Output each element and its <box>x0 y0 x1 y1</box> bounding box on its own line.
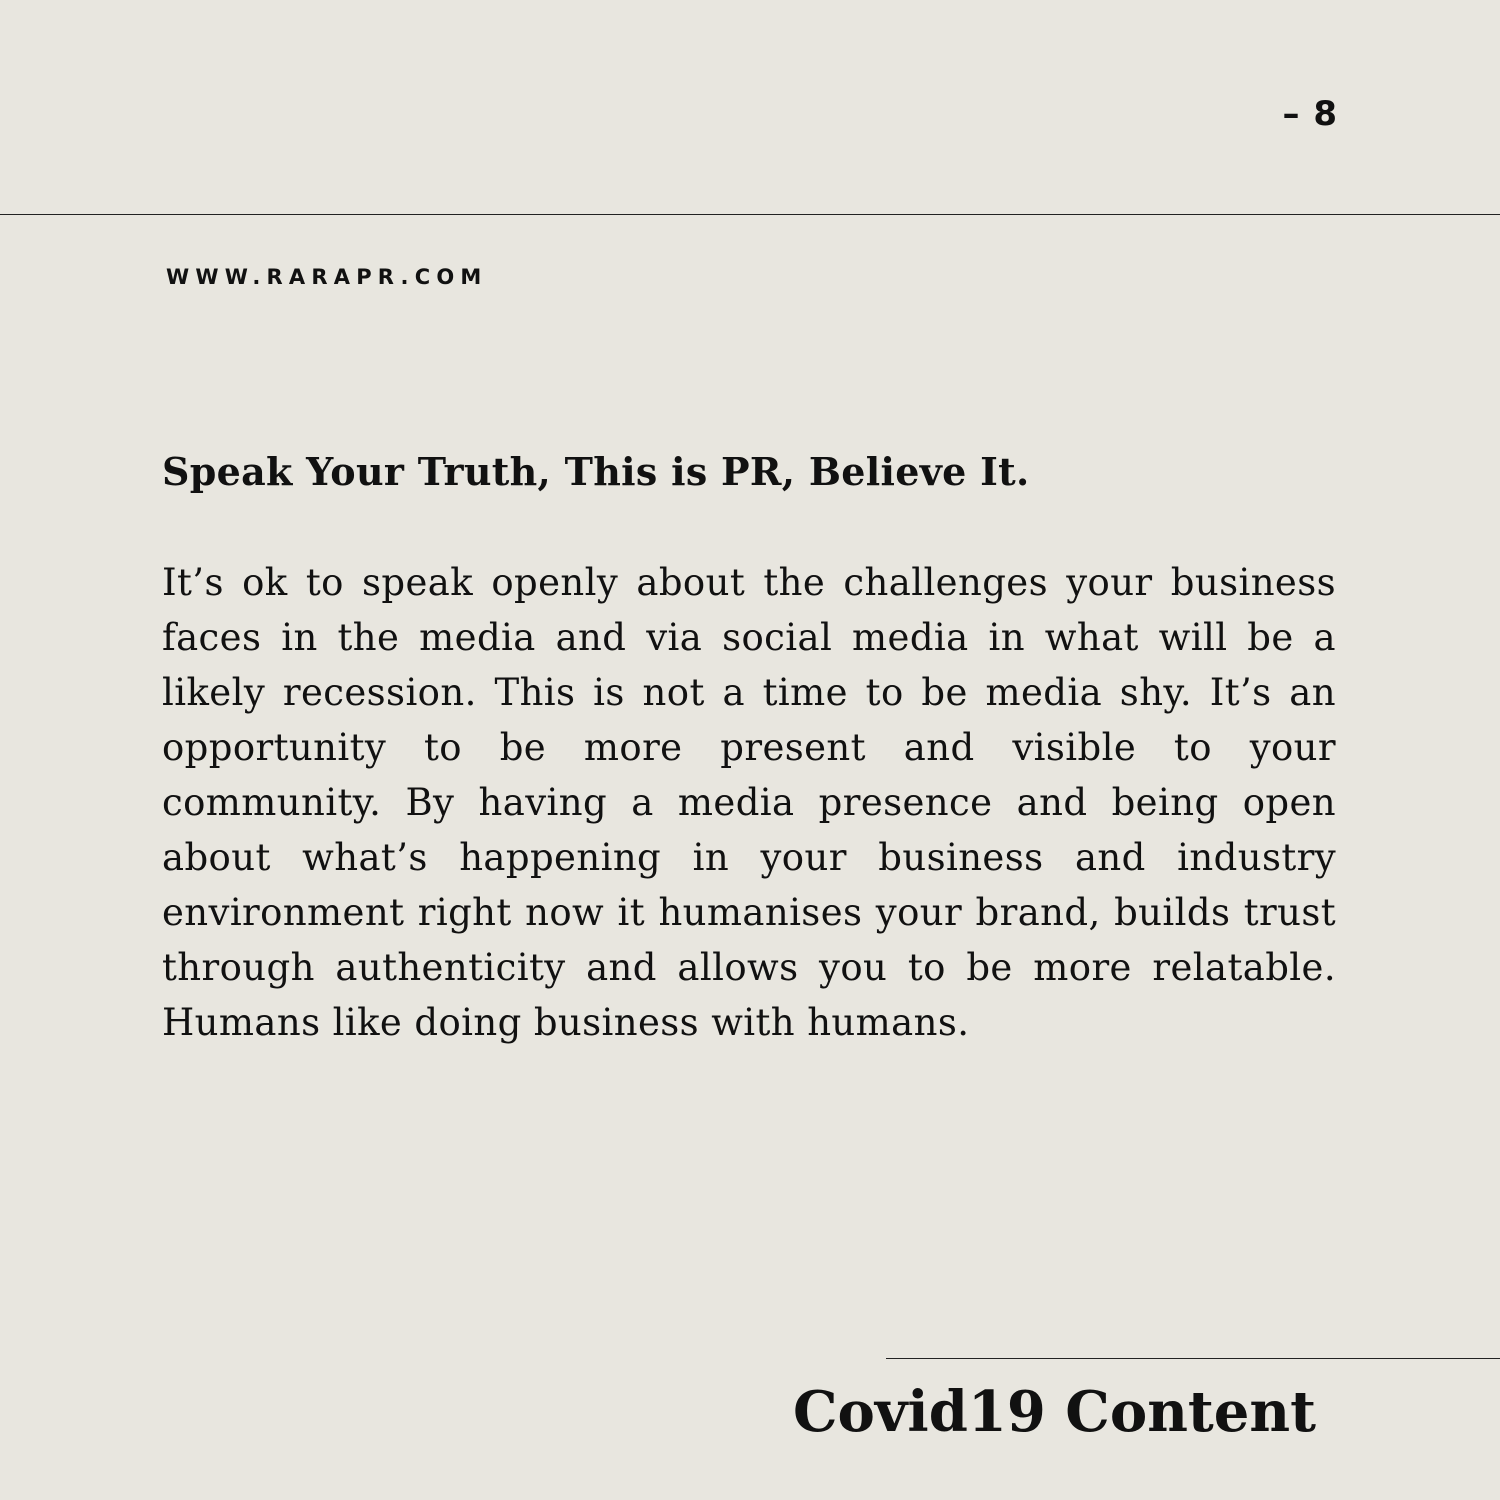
article-body: It’s ok to speak openly about the challenges your business faces in the media and via social media in what will be a likely recession. This is not a time to be media shy. It’s an opportunity to be more present and visible to your community. By having a media presence and being open about what’s happening in your business and industry environment right now it humanises your brand, builds trust through authenticity and allows you to be more relatable. Humans like doing business with humans. <box>162 561 1336 1044</box>
bottom-divider <box>886 1358 1500 1359</box>
page-number: – 8 <box>1282 94 1338 134</box>
website-url: WWW.RARAPR.COM <box>166 265 488 289</box>
top-divider <box>0 214 1500 215</box>
article-heading: Speak Your Truth, This is PR, Believe It. <box>162 449 1030 494</box>
footer-title: Covid19 Content <box>792 1379 1316 1445</box>
